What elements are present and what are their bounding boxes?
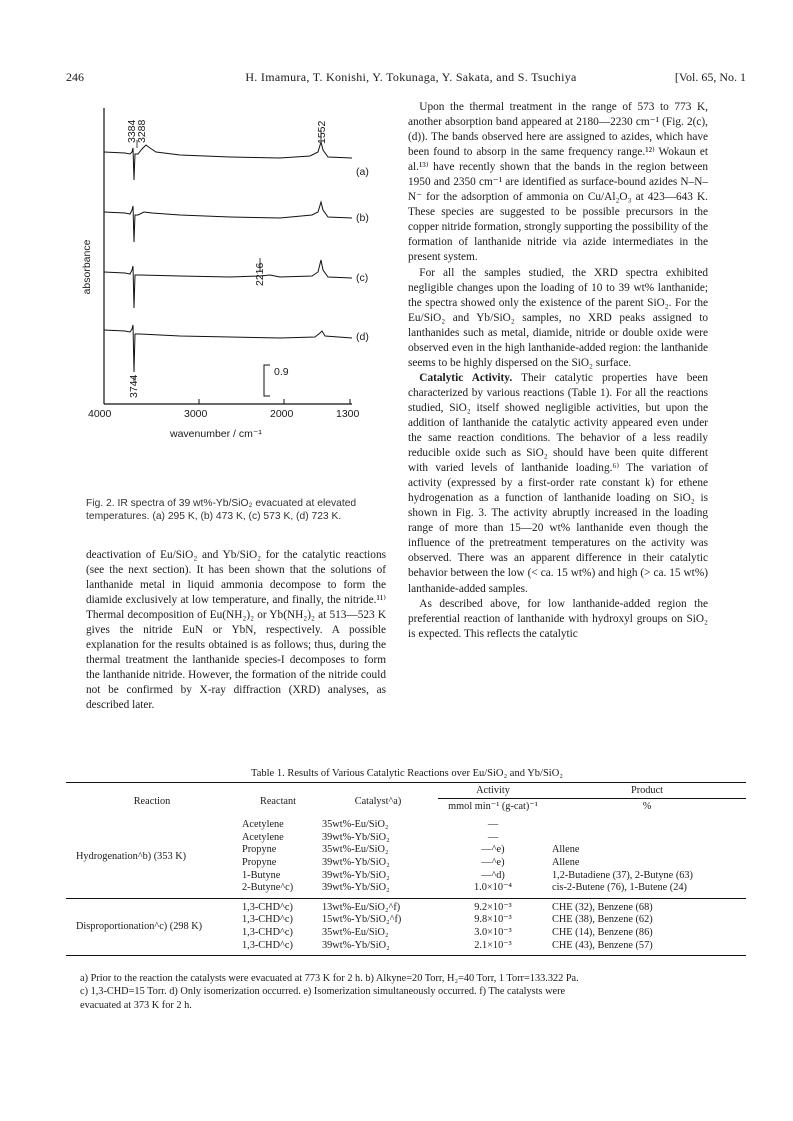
table-row bbox=[66, 816, 746, 832]
peak-label-1552: 1552 bbox=[316, 120, 328, 144]
table-row bbox=[66, 898, 746, 914]
table-footnotes bbox=[80, 972, 750, 1012]
reactant-cell: 2-Butyne^c) bbox=[242, 882, 294, 894]
curve-label-a: (a) bbox=[356, 166, 369, 178]
catalyst-cell: 39wt%-Yb/SiO₂ bbox=[322, 939, 390, 951]
catalyst-cell: 15wt%-Yb/SiO₂^f) bbox=[322, 914, 402, 926]
spectrum-a bbox=[104, 142, 352, 180]
reactant-cell: 1-Butyne bbox=[242, 869, 281, 881]
product-cell: CHE (43), Benzene (57) bbox=[552, 939, 653, 951]
right-paragraph-2: For all the samples studied, the XRD spectra exhibited negligible changes upon the loading of 10 to 39 wt% lanthanide; the spectra showed only the existence of the parent SiO₂. For the Eu/SiO₂ and Yb/SiO₂ samples, no XRD peaks assigned to lanthanides such as metal, diamide, nitride or double oxide were observed even in the high lanthanide-added region: the lanthanide seems to be highly dispersed on the SiO₂ surface. bbox=[408, 266, 708, 369]
footnote-line-2: c) 1,3-CHD=15 Torr. d) Only isomerization occurred. e) Isomerization simultaneously occurred. f) The catalysts were bbox=[80, 986, 566, 998]
product-cell bbox=[548, 816, 746, 832]
right-paragraph-1: Upon the thermal treatment in the range of 573 to 773 K, another absorption band appeared at 2180—2230 cm⁻¹ (Fig. 2(c),(d)). The bands observed here are assigned to azides, which have been found to absorp in the same frequency range.¹²⁾ Wokaun et al.¹³⁾ have recently shown that the bands in the region between 1950 and 2350 cm⁻¹ are identified as surface-bound azides N–N–N⁻ for the adsorption of ammonia on Cu/Al₂O₃ at 423—643 K. These species are suggested to be possible precursors in the copper nitride formation, strongly supporting the possibility of the formation of lanthanide nitride via azide intermediates in the present system. bbox=[408, 101, 708, 264]
reactant-cell: 1,3-CHD^c) bbox=[242, 901, 293, 913]
header-reactant: Reactant bbox=[259, 796, 297, 808]
volume-info: [Vol. 65, No. 1 bbox=[674, 70, 746, 84]
activity-cell: 9.8×10⁻³ bbox=[474, 914, 512, 926]
product-cell: Allene bbox=[552, 856, 580, 868]
catalyst-cell: 13wt%-Eu/SiO₂^f) bbox=[322, 901, 401, 913]
caption-title: Fig. 2. bbox=[86, 498, 115, 509]
activity-cell: —^e) bbox=[481, 844, 505, 856]
right-paragraph-4: As described above, for low lanthanide-added region the preferential reaction of lanthanide with hydroxyl groups on SiO₂ is expected. This reflects the catalytic bbox=[408, 597, 708, 640]
activity-cell: — bbox=[487, 831, 499, 843]
x-tick-2000: 2000 bbox=[270, 408, 294, 420]
reactant-cell: 1,3-CHD^c) bbox=[242, 914, 293, 926]
header-activity-unit: mmol min⁻¹ (g-cat)⁻¹ bbox=[438, 798, 548, 816]
spectrum-b bbox=[104, 202, 352, 242]
x-tick-3000: 3000 bbox=[184, 408, 208, 420]
reactant-cell: Acetylene bbox=[242, 831, 284, 843]
activity-cell: 1.0×10⁻⁴ bbox=[474, 882, 512, 894]
curve-label-b: (b) bbox=[356, 212, 369, 224]
reactant-cell: 1,3-CHD^c) bbox=[242, 926, 293, 938]
product-cell: CHE (38), Benzene (62) bbox=[552, 914, 653, 926]
catalyst-cell: 39wt%-Yb/SiO₂ bbox=[322, 831, 390, 843]
catalyst-cell: 35wt%-Eu/SiO₂ bbox=[322, 844, 389, 856]
reactant-cell: Propyne bbox=[242, 856, 277, 868]
product-cell: CHE (14), Benzene (86) bbox=[552, 926, 653, 938]
activity-cell: —^d) bbox=[481, 869, 505, 881]
catalyst-cell: 39wt%-Yb/SiO₂ bbox=[322, 856, 390, 868]
curve-label-c: (c) bbox=[356, 272, 369, 284]
reactant-cell: Propyne bbox=[242, 844, 277, 856]
reactant-cell: 1,3-CHD^c) bbox=[242, 939, 293, 951]
header-activity: Activity bbox=[476, 785, 510, 796]
ir-spectra-plot bbox=[80, 100, 380, 450]
reactant-cell: Acetylene bbox=[242, 819, 284, 831]
header-product: Product bbox=[630, 785, 664, 796]
running-header bbox=[66, 70, 746, 86]
catalyst-cell: 39wt%-Yb/SiO₂ bbox=[322, 882, 390, 894]
catalyst-cell: 35wt%-Eu/SiO₂ bbox=[322, 819, 389, 831]
left-paragraph-1: deactivation of Eu/SiO₂ and Yb/SiO₂ for the catalytic reactions (see the next section). It has been shown that the solutions of lanthanide metal in liquid ammonia decompose to form the diamide exclusively at low temperature, and finally, the nitride.¹¹⁾ Thermal decomposition of Eu(NH₂)₂ or Yb(NH₂)₂ at 513—523 K gives the nitride EuN or YbN, respectively. A possible explanation for the results obtained is as follows; thus, during the thermal treatment the lanthanide species-I decomposes to form the lanthanide nitride. However, the formation of the nitride could not be confirmed by X-ray diffraction (XRD) analyses, as described later. bbox=[86, 549, 386, 712]
header-product-unit: % bbox=[548, 798, 746, 816]
activity-cell: 2.1×10⁻³ bbox=[474, 939, 512, 951]
figure-2 bbox=[80, 100, 380, 450]
spectrum-c bbox=[104, 260, 352, 308]
peak-label-2216: 2216 bbox=[254, 262, 266, 286]
table-body bbox=[66, 816, 746, 955]
activity-cell: —^e) bbox=[481, 856, 505, 868]
table-title: Table 1. Results of Various Catalytic Reactions over Eu/SiO₂ and Yb/SiO₂ bbox=[251, 768, 563, 779]
y-axis-label: absorbance bbox=[81, 239, 93, 295]
product-cell: 1,2-Butadiene (37), 2-Butyne (63) bbox=[552, 869, 693, 881]
right-paragraph-3 bbox=[408, 371, 708, 597]
results-table bbox=[66, 782, 746, 956]
reaction-cell: Disproportionation^c) (298 K) bbox=[76, 920, 203, 932]
peak-labels-top bbox=[127, 103, 161, 143]
product-cell: cis-2-Butene (76), 1-Butene (24) bbox=[552, 882, 687, 894]
scale-bar-value: 0.9 bbox=[274, 366, 289, 378]
header-catalyst: Catalyst^a) bbox=[354, 796, 402, 808]
right-column bbox=[408, 100, 708, 642]
section-heading-catalytic-activity: Catalytic Activity. bbox=[419, 371, 513, 384]
product-cell: Allene bbox=[552, 844, 580, 856]
running-authors: H. Imamura, T. Konishi, Y. Tokunaga, Y. Sakata, and S. Tsuchiya bbox=[245, 70, 577, 84]
catalyst-cell: 35wt%-Eu/SiO₂ bbox=[322, 926, 389, 938]
footnote-line-1: a) Prior to the reaction the catalysts were evacuated at 773 K for 2 h. b) Alkyne=20 Torr, H₂=40 Torr, 1 Torr=133.322 Pa. bbox=[80, 973, 579, 984]
page-number: 246 bbox=[66, 70, 84, 84]
spectrum-d bbox=[104, 325, 352, 372]
peak-label-3384: 3384 bbox=[126, 119, 138, 143]
right-paragraph-3-text: Their catalytic properties have been characterized by various reactions (Table 1). For all the reactions studied, SiO₂ itself showed negligible activities, but upon the addition of lanthanide the catalytic activity appeared even under the same reaction conditions. The behavior of a less readily reducible oxide such as SiO₂ should have been quite different with varied levels of lanthanide loading.⁶⁾ The variation of activity (expressed by a first-order rate constant k) for ethene hydrogenation as a function of lanthanide loading on SiO₂ is shown in Fig. 3. The activity abruptly increased in the loading range of more than 15—20 wt% lanthanide even though the influence of the pretreatment temperatures on the activity was observed. There was an apparent difference in their catalytic behavior between the low (< ca. 15 wt%) and high (> ca. 15 wt%) lanthanide-added samples. bbox=[408, 371, 709, 595]
activity-cell: — bbox=[487, 819, 499, 831]
catalyst-cell: 39wt%-Yb/SiO₂ bbox=[322, 869, 390, 881]
x-tick-1300: 1300 bbox=[336, 408, 360, 420]
activity-cell: 3.0×10⁻³ bbox=[474, 926, 512, 938]
x-axis-label: wavenumber / cm⁻¹ bbox=[170, 428, 262, 440]
activity-cell: 9.2×10⁻³ bbox=[474, 901, 512, 913]
x-tick-4000: 4000 bbox=[88, 408, 112, 420]
figure-caption bbox=[86, 497, 376, 523]
left-column bbox=[86, 548, 386, 714]
product-cell bbox=[548, 832, 746, 845]
footnote-line-3: evacuated at 373 K for 2 h. bbox=[80, 999, 192, 1011]
caption-text: IR spectra of 39 wt%-Yb/SiO₂ evacuated at elevated temperatures. (a) 295 K, (b) 473 K, (c) 573 K, (d) 723 K. bbox=[86, 498, 357, 522]
product-cell: CHE (32), Benzene (68) bbox=[552, 901, 653, 913]
scale-bar bbox=[264, 365, 270, 396]
peak-label-3744: 3744 bbox=[128, 374, 140, 398]
header-reaction: Reaction bbox=[133, 796, 171, 808]
curve-label-d: (d) bbox=[356, 331, 369, 343]
reaction-cell: Hydrogenation^b) (353 K) bbox=[76, 850, 187, 862]
peak-label-3288: 3288 bbox=[136, 119, 148, 143]
